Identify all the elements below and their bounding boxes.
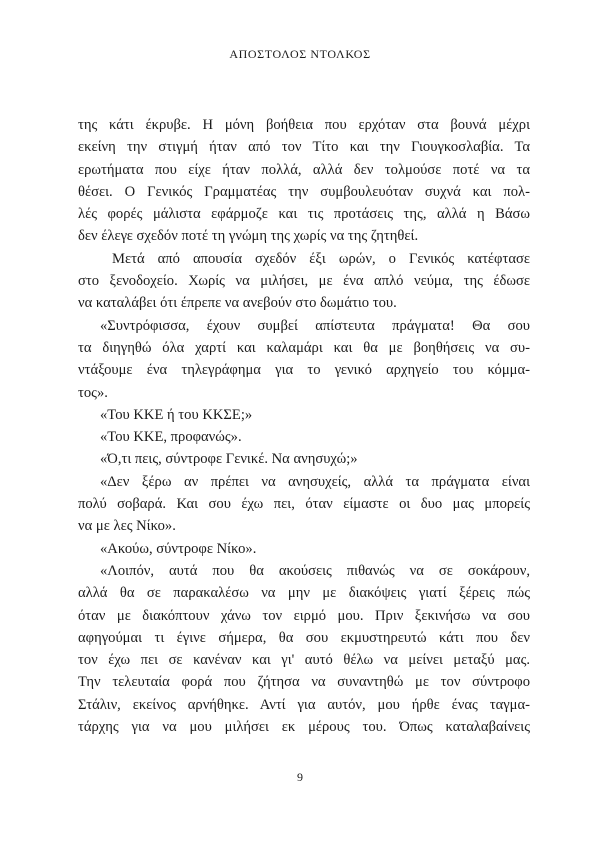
text-line: όταν με διακόπτουν χάνω τον ειρμό μου. Πριν ξεκινήσω να σου [78,607,530,624]
text-line: θέσει. Ο Γενικός Γραμματέας την συμβουλευόταν συχνά και πολ- [78,183,530,200]
text-line: εκείνη την στιγμή ήταν από τον Τίτο και την Γιουγκοσλαβία. Τα [78,139,530,156]
text-line: Μετά από απουσία σχεδόν έξι ωρών, ο Γενικός κατέφτασε [112,250,530,267]
page-number: 9 [297,770,303,784]
text-line: ντάξουμε ένα τηλεγράφημα για το γενικό αρχηγείο του κόμμα- [78,362,530,379]
body-text [78,114,530,738]
text-line: Στάλιν, εκείνος αρνήθηκε. Αντί για αυτόν, μου ήρθε ένας ταγμα- [78,696,530,713]
text-line: λές φορές μάλιστα εφάρμοζε και τις προτάσεις της, αλλά η Βάσω [78,206,530,223]
text-line: «Δεν ξέρω αν πρέπει να ανησυχείς, αλλά τα πράγματα είναι [100,473,530,490]
text-line: τάρχης για να μου μιλήσει εκ μέρους του. Όπως καταλαβαίνεις [78,719,530,736]
text-line: στο ξενοδοχείο. Χωρίς να μιλήσει, με ένα απλό νεύμα, της έδωσε [78,273,530,290]
text-line: «Ό,τι πεις, σύντροφε Γενικέ. Να ανησυχώ;» [100,451,358,468]
text-line: «Του ΚΚΕ ή του ΚΚΣΕ;» [100,406,253,423]
text-line: ερωτήματα που είχε ήταν πολλά, αλλά δεν τολμούσε ποτέ να τα [78,161,530,178]
text-line: «Ακούω, σύντροφε Νίκο». [100,540,257,557]
text-line: τα διηγηθώ όλα χαρτί και καλαμάρι και θα με βοηθήσεις να συ- [78,339,530,356]
text-line: «Λοιπόν, αυτά που θα ακούσεις πιθανώς να σε σοκάρουν, [100,562,530,579]
text-line: «Του ΚΚΕ, προφανώς». [100,429,242,446]
text-line: δεν έλεγε σχεδόν ποτέ τη γνώμη της χωρίς να της ζητηθεί. [78,228,419,245]
text-line: να με λες Νίκο». [78,518,176,535]
text-line: αλλά θα σε παρακαλέσω να μην με διακόψεις γιατί ξέρεις πώς [78,585,530,602]
text-line: τος». [78,384,108,401]
text-line: πολύ σοβαρά. Και σου έχω πει, όταν είμαστε οι δυο μας μπορείς [78,496,530,513]
text-line: τον έχω πει σε κανέναν και γι' αυτό θέλω να μείνει μεταξύ μας. [78,652,530,669]
text-line: της κάτι έκρυβε. Η μόνη βοήθεια που ερχόταν στα βουνά μέχρι [78,117,530,133]
text-line: αφηγούμαι τι έγινε σήμερα, θα σου εκμυστηρευτώ κάτι που δεν [78,629,530,646]
text-line: Την τελευταία φορά που ζήτησα να συναντηθώ με τον σύντροφο [78,674,530,691]
text-line: να καταλάβει ότι έπρεπε να ανεβούν στο δωμάτιο του. [78,295,397,312]
text-line: «Συντρόφισσα, έχουν συμβεί απίστευτα πράγματα! Θα σου [100,317,530,334]
running-header: ΑΠΟΣΤΟΛΟΣ ΝΤΟΛΚΟΣ [229,47,371,61]
